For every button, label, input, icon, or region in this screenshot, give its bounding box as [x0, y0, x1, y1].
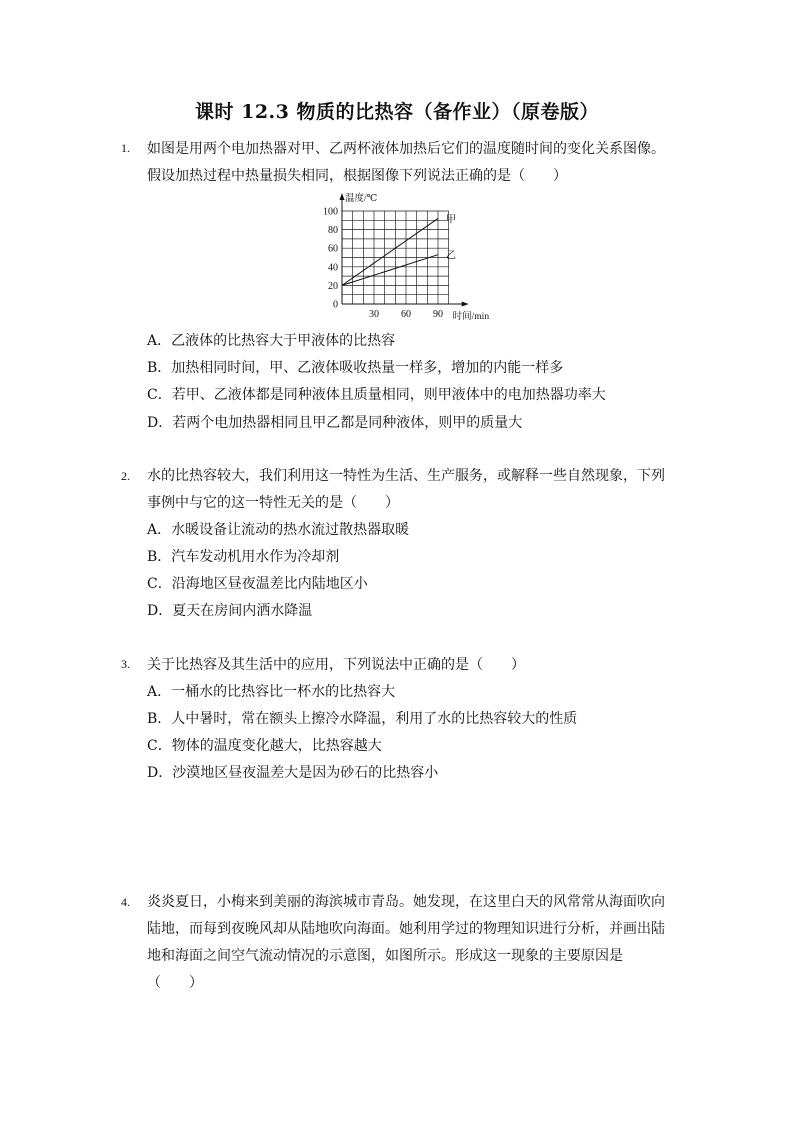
y-tick-label: 20 — [328, 280, 338, 292]
option-d: D．若两个电加热器相同且甲乙都是同种液体，则甲的质量大 — [147, 415, 523, 431]
y-tick-label: 40 — [328, 262, 338, 274]
option-a: A．一桶水的比热容比一杯水的比热容大 — [147, 684, 396, 700]
x-axis-arrow — [462, 302, 469, 307]
temperature-time-chart — [310, 192, 500, 324]
y-tick-label: 80 — [328, 225, 338, 237]
option-b: B．汽车发动机用水作为冷却剂 — [147, 549, 340, 565]
y-axis-arrow — [340, 193, 345, 200]
origin-label: 0 — [333, 299, 338, 311]
question-text-line: 事例中与它的这一特性无关的是（ ） — [147, 495, 399, 511]
x-tick-label: 60 — [401, 309, 411, 320]
option-d: D．夏天在房间内洒水降温 — [147, 603, 313, 619]
option-b: B．加热相同时间，甲、乙液体吸收热量一样多，增加的内能一样多 — [147, 360, 564, 376]
question-number: 3. — [121, 657, 130, 671]
y-tick-label: 60 — [328, 243, 338, 255]
question-number: 1. — [121, 141, 130, 155]
series-label: 乙 — [446, 250, 456, 262]
question-text-line: 关于比热容及其生活中的应用，下列说法中正确的是（ ） — [147, 657, 525, 673]
y-tick-label: 100 — [323, 206, 338, 218]
option-a: A．乙液体的比热容大于甲液体的比热容 — [147, 333, 396, 349]
question-text-line: 炎炎夏日，小梅来到美丽的海滨城市青岛。她发现，在这里白天的风常常从海面吹向 — [147, 894, 665, 910]
option-c: C．物体的温度变化越大，比热容越大 — [147, 738, 382, 754]
x-axis-label: 时间/min — [452, 312, 490, 322]
question-text-line: 陆地，而每到夜晚风却从陆地吹向海面。她利用学过的物理知识进行分析，并画出陆 — [147, 921, 665, 937]
question-text-line: 水的比热容较大，我们利用这一特性为生活、生产服务，或解释一些自然现象，下列 — [147, 468, 665, 484]
question-number: 2. — [121, 469, 130, 483]
y-axis-label: 温度/℃ — [345, 194, 378, 204]
option-b: B．人中暑时，常在额头上擦冷水降温，利用了水的比热容较大的性质 — [147, 711, 578, 727]
x-tick-label: 30 — [369, 309, 379, 320]
option-a: A．水暖设备让流动的热水流过散热器取暖 — [147, 522, 410, 538]
question-text-line: 如图是用两个电加热器对甲、乙两杯液体加热后它们的温度随时间的变化关系图像。 — [147, 141, 665, 157]
page-title: 课时 12.3 物质的比热容（备作业）（原卷版） — [194, 101, 599, 123]
option-c: C．若甲、乙液体都是同种液体且质量相同，则甲液体中的电加热器功率大 — [147, 387, 606, 403]
chart-grid — [342, 211, 449, 304]
option-c: C．沿海地区昼夜温差比内陆地区小 — [147, 576, 368, 592]
question-text-line: 假设加热过程中热量损失相同，根据图像下列说法正确的是（ ） — [147, 168, 567, 184]
series-line-1 — [342, 218, 438, 285]
option-d: D．沙漠地区昼夜温差大是因为砂石的比热容小 — [147, 765, 439, 781]
series-line-2 — [342, 255, 438, 286]
question-number: 4. — [121, 895, 130, 909]
question-text-line: （ ） — [147, 975, 203, 991]
series-label: 甲 — [446, 214, 456, 226]
chart-series — [342, 218, 438, 285]
question-text-line: 地和海面之间空气流动情况的示意图，如图所示。形成这一现象的主要原因是 — [147, 948, 623, 964]
x-tick-label: 90 — [433, 309, 443, 320]
